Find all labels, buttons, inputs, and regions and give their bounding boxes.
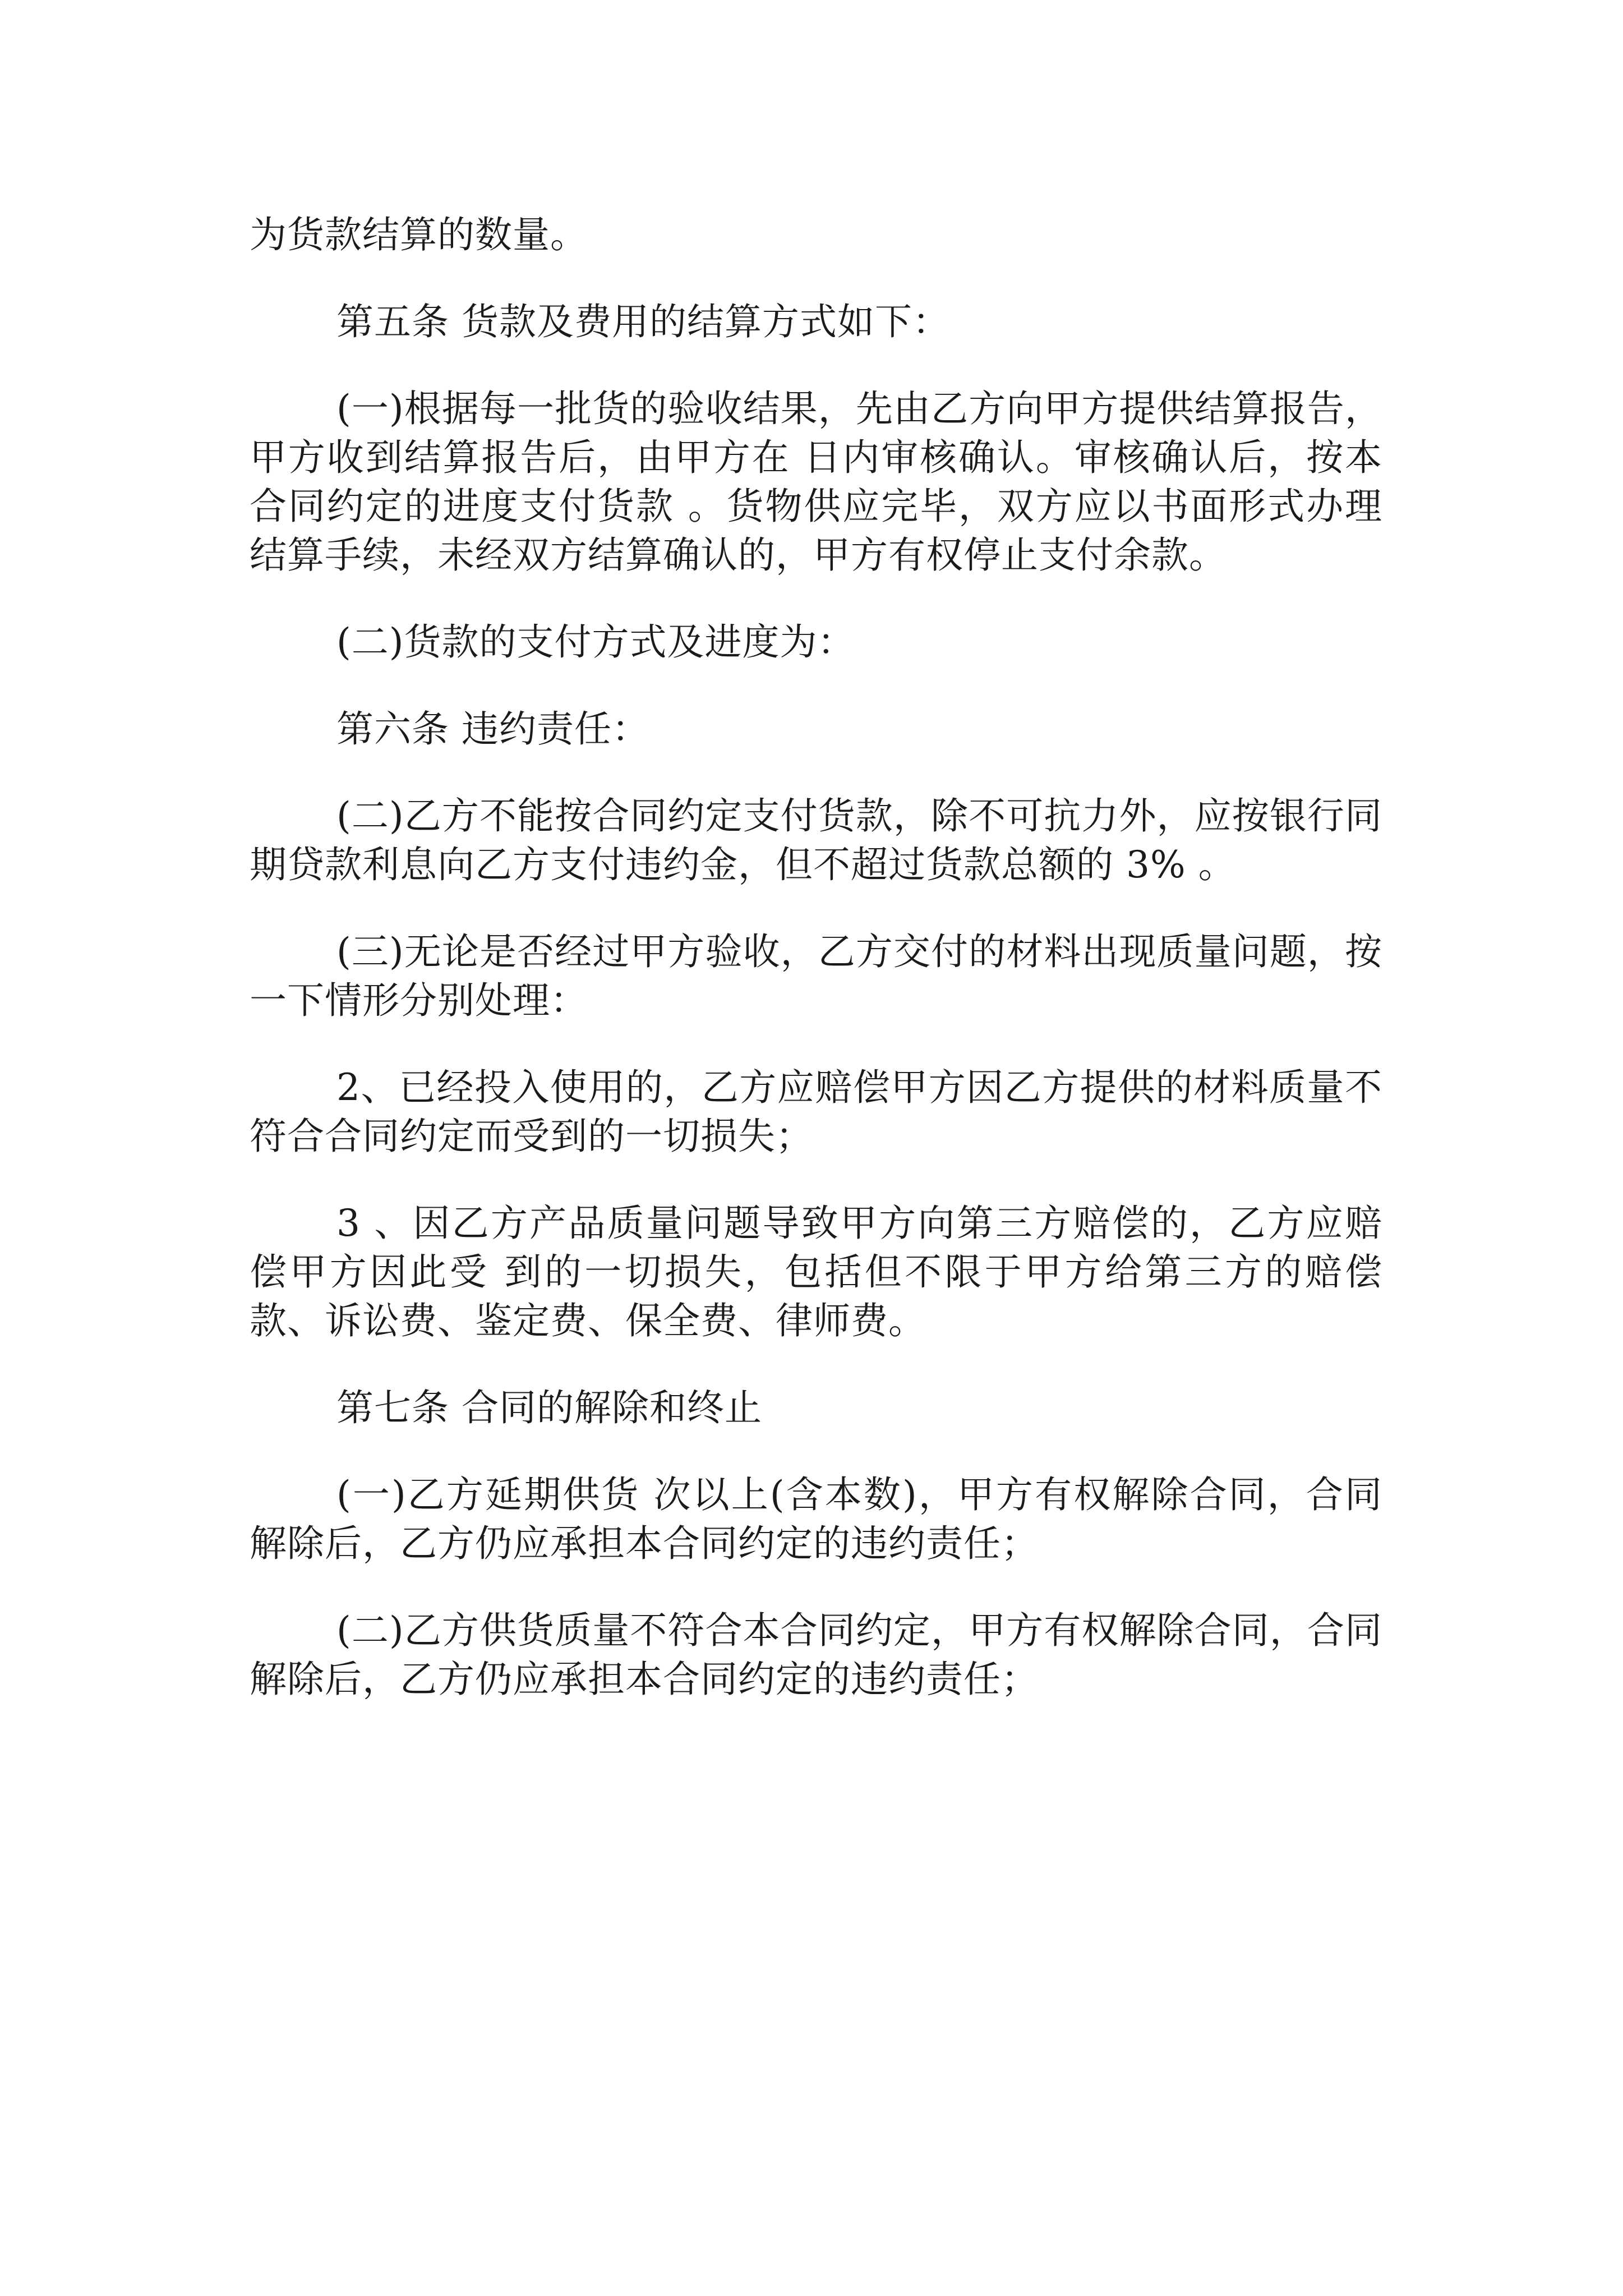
paragraph-1: 为货款结算的数量。 [250, 213, 588, 256]
paragraph-item-3: 3 、因乙方产品质量问题导致甲方向第三方赔偿的，乙方应赔偿甲方因此受 到的一切损失，包括但不限于甲方给第三方的赔偿款、诉讼费、鉴定费、保全费、律师费。 [250, 1202, 1382, 1342]
article-6-heading: 第六条 违约责任： [336, 707, 649, 751]
paragraph-delayed-supply: (一)乙方延期供货 次以上(含本数)，甲方有权解除合同，合同解除后，乙方仍应承担本合同约定的违约责任； [250, 1473, 1382, 1565]
paragraph-item-2: 2、已经投入使用的，乙方应赔偿甲方因乙方提供的材料质量不符合合同约定而受到的一切损失； [250, 1066, 1382, 1158]
paragraph-quality-termination: (二)乙方供货质量不符合本合同约定，甲方有权解除合同，合同解除后，乙方仍应承担本合同约定的违约责任； [250, 1609, 1382, 1701]
article-7-heading: 第七条 合同的解除和终止 [336, 1386, 762, 1429]
document-body [250, 210, 1395, 1742]
paragraph-late-payment: (二)乙方不能按合同约定支付货款，除不可抗力外，应按银行同期贷款利息向乙方支付违约金，但不超过货款总额的 3% 。 [250, 794, 1382, 886]
paragraph-settlement-report: (一)根据每一批货的验收结果，先由乙方向甲方提供结算报告， 甲方收到结算报告后，由甲方在 日内审核确认。审核确认后，按本合同约定的进度支付货款 。货物供应完毕，双方应以书面形式办理结算手续，未经双方结算确认的，甲方有权停止支付余款。 [250, 387, 1395, 577]
paragraph-quality-issues: (三)无论是否经过甲方验收，乙方交付的材料出现质量问题，按一下情形分别处理： [250, 930, 1382, 1022]
article-5-heading: 第五条 货款及费用的结算方式如下： [336, 300, 950, 343]
paragraph-payment-method: (二)货款的支付方式及进度为： [336, 620, 855, 664]
